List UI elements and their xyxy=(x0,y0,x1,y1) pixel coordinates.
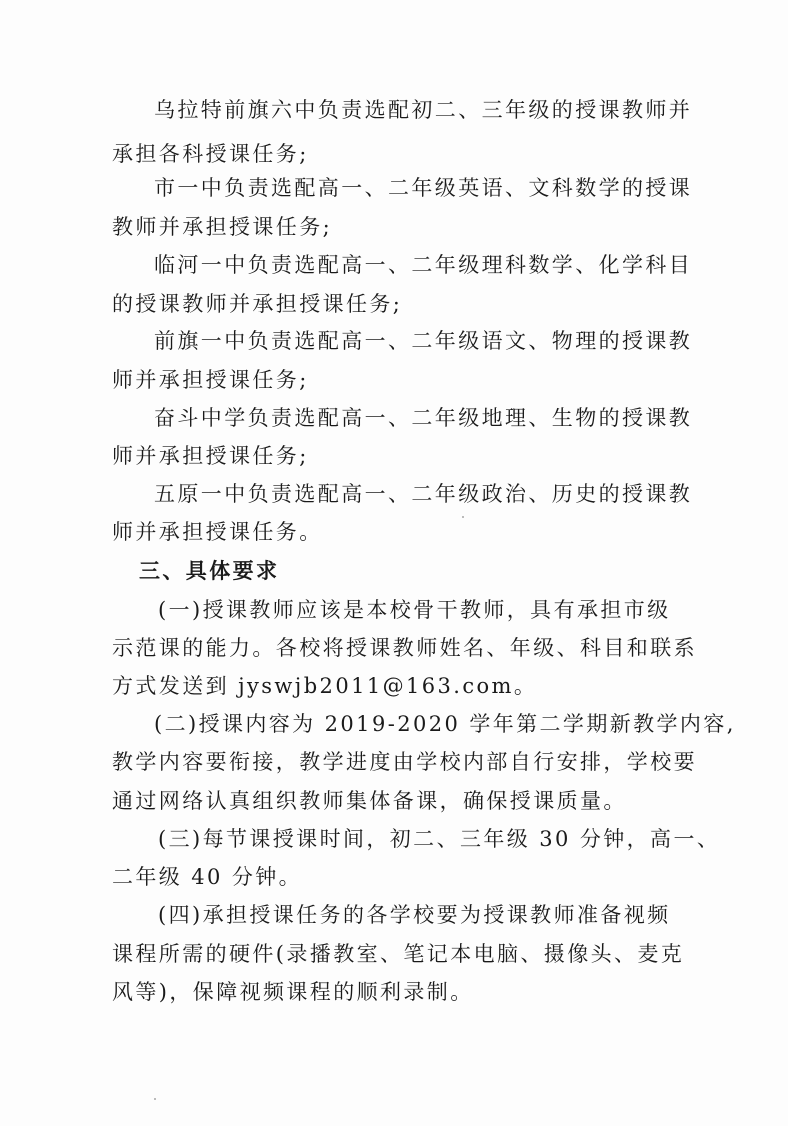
paragraph-line: 市一中负责选配高一、二年级英语、文科数学的授课 xyxy=(154,176,693,200)
paragraph-line: 奋斗中学负责选配高一、二年级地理、生物的授课教 xyxy=(154,406,693,430)
paragraph-line: 前旗一中负责选配高一、二年级语文、物理的授课教 xyxy=(154,329,693,353)
paragraph-line: 师并承担授课任务; xyxy=(112,368,309,392)
paragraph-line: 师并承担授课任务。 xyxy=(112,520,323,544)
paragraph-line: 师并承担授课任务; xyxy=(112,444,309,468)
paragraph-line: 风等)，保障视频课程的顺利录制。 xyxy=(112,980,474,1004)
paragraph-line: 临河一中负责选配高一、二年级理科数学、化学科目 xyxy=(154,253,693,277)
paragraph-line: 二年级 40 分钟。 xyxy=(112,865,303,889)
section-heading: 三、具体要求 xyxy=(139,559,280,583)
paragraph-line: (一)授课教师应该是本校骨干教师，具有承担市级 xyxy=(158,598,671,622)
paragraph-line: 通过网络认真组织教师集体备课，确保授课质量。 xyxy=(112,789,627,813)
paragraph-line: 五原一中负责选配高一、二年级政治、历史的授课教 xyxy=(154,482,693,506)
scan-speck xyxy=(462,516,464,518)
paragraph-line: 乌拉特前旗六中负责选配初二、三年级的授课教师并 xyxy=(154,98,693,122)
paragraph-line: 承担各科授课任务; xyxy=(112,142,309,166)
paragraph-line: 方式发送到 jyswjb2011@163.com。 xyxy=(112,674,538,698)
paragraph-line: 示范课的能力。各校将授课教师姓名、年级、科目和联系 xyxy=(112,636,697,660)
paragraph-line: 课程所需的硬件(录播教室、笔记本电脑、摄像头、麦克 xyxy=(112,942,685,966)
paragraph-line: (四)承担授课任务的各学校要为授课教师准备视频 xyxy=(158,903,671,927)
paragraph-line: (三)每节课授课时间，初二、三年级 30 分钟，高一、 xyxy=(158,827,721,851)
paragraph-line: 教学内容要衔接，教学进度由学校内部自行安排，学校要 xyxy=(112,750,697,774)
paragraph-line: 的授课教师并承担授课任务; xyxy=(112,292,403,316)
paragraph-line: 教师并承担授课任务; xyxy=(112,215,333,239)
scan-speck xyxy=(154,1098,156,1100)
paragraph-line: (二)授课内容为 2019-2020 学年第二学期新教学内容, xyxy=(154,712,736,736)
